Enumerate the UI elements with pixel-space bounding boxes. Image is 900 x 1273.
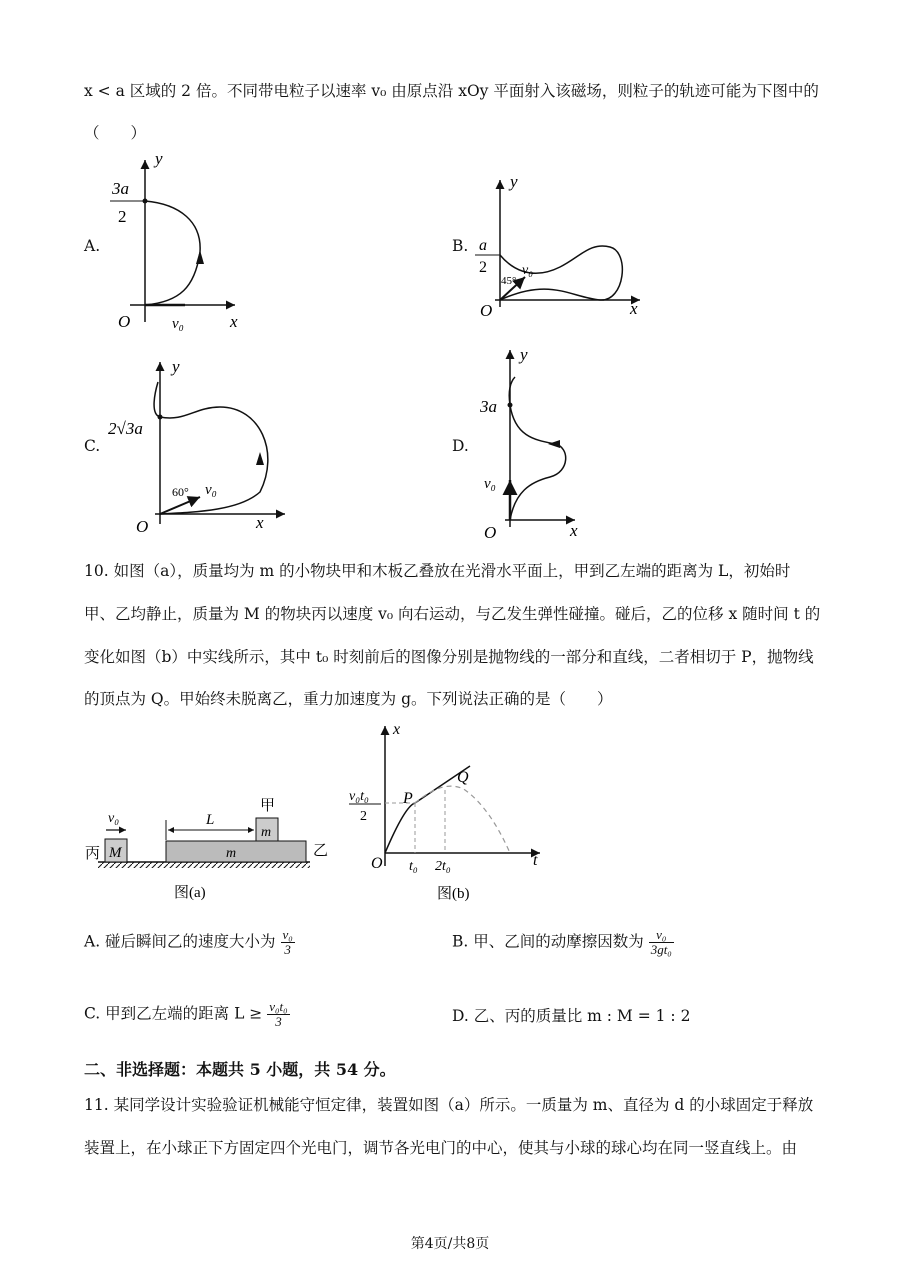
y-mark-numerator: v₀t₀ <box>349 789 369 804</box>
trajectory-arrow <box>196 250 204 264</box>
q10-text-line1: 10. 如图（a），质量均为 m 的小物块甲和木板乙叠放在光滑水平面上，甲到乙左端的距离为 L，初始时 <box>84 562 791 580</box>
q9-option-d-figure <box>470 342 600 542</box>
x-axis-label: x <box>570 521 578 540</box>
mark-denominator: 2 <box>118 207 127 226</box>
trajectory <box>500 246 622 300</box>
label-jia: 甲 <box>260 798 276 814</box>
q9-option-c-label: C. <box>84 437 101 455</box>
y-axis-label: y <box>172 357 180 376</box>
page-footer: 第4页/共8页 <box>410 1236 490 1252</box>
t-axis-label: t <box>533 852 538 869</box>
x-axis-label: x <box>393 721 401 738</box>
tick-t0: t₀ <box>409 859 418 874</box>
solid-parabola <box>385 803 415 853</box>
angle-label: 45° <box>501 275 517 287</box>
q10-option-d: D. 乙、丙的质量比 m : M = 1 : 2 <box>452 1007 691 1025</box>
q10-figure-a <box>78 780 338 905</box>
mark-denominator: 2 <box>479 259 487 276</box>
trajectory-arrow <box>256 452 264 465</box>
q10-figure-b <box>345 718 555 905</box>
mark-label: 3a <box>480 397 497 416</box>
y-mark-denominator: 2 <box>360 809 367 824</box>
q9-option-a-figure <box>100 152 260 337</box>
origin-label: O <box>480 301 493 320</box>
section-heading: 二、非选择题：本题共 5 小题，共 54 分。 <box>84 1060 396 1079</box>
mark-numerator: 3a <box>112 179 129 198</box>
y-axis-label: y <box>520 345 528 364</box>
y-axis-label: y <box>155 152 163 168</box>
label-P: P <box>403 790 413 807</box>
dashed-parabola <box>415 786 510 853</box>
frac-den: 3 <box>275 1014 282 1029</box>
mark-label: 2√3a <box>108 419 143 438</box>
q10-text-line2: 甲、乙均静止，质量为 M 的物块丙以速度 v₀ 向右运动，与乙发生弹性碰撞。碰后，乙的位移 x 随时间 t 的 <box>84 605 821 623</box>
q10-text-line4: 的顶点为 Q。甲始终未脱离乙，重力加速度为 g。下列说法正确的是（ ） <box>84 690 613 708</box>
frac-den: 3 <box>284 942 291 957</box>
figure-a-caption: 图(a) <box>174 885 206 901</box>
velocity-label: v₀ <box>172 316 184 332</box>
q10-text-line3: 变化如图（b）中实线所示，其中 t₀ 时刻前后的图像分别是抛物线的一部分和直线，二者相切于 P，抛物线 <box>84 648 814 666</box>
velocity-label: v₀ <box>484 476 496 492</box>
q10-option-c-fraction <box>267 1000 289 1029</box>
tick-2t0: 2t₀ <box>435 859 451 874</box>
q10-option-a <box>84 928 295 957</box>
origin-label: O <box>118 312 131 331</box>
q10-option-b-fraction <box>649 928 674 957</box>
q11-text-line2: 装置上，在小球正下方固定四个光电门，调节各光电门的中心，使其与小球的球心均在同一竖直线上。由 <box>84 1139 798 1157</box>
label-m-board: m <box>226 846 237 861</box>
q9-option-a-label: A. <box>84 237 101 255</box>
x-axis-label: x <box>630 299 638 318</box>
label-yi: 乙 <box>313 843 329 859</box>
frac-den: 3gt₀ <box>650 942 672 957</box>
q9-option-b-figure <box>470 172 650 322</box>
angle-label: 60° <box>172 485 189 499</box>
ground-hatch <box>98 862 310 868</box>
trajectory <box>509 377 565 520</box>
q9-option-b-label: B. <box>452 237 469 255</box>
label-bing: 丙 <box>85 846 101 862</box>
q10-option-b-text: B. 甲、乙间的动摩擦因数为 <box>452 932 644 951</box>
q9-text-line1: x < a 区域的 2 倍。不同带电粒子以速率 v₀ 由原点沿 xOy 平面射入该磁场，则粒子的轨迹可能为下图中的 <box>84 82 819 100</box>
trajectory-arrow <box>548 440 560 448</box>
origin-label: O <box>484 523 497 542</box>
x-axis-label: x <box>230 312 238 331</box>
origin-label: O <box>371 855 383 872</box>
velocity-label: v₀ <box>522 263 534 278</box>
velocity-label: v₀ <box>108 811 120 826</box>
q10-option-c <box>84 1000 290 1029</box>
label-Q: Q <box>457 769 469 786</box>
q10-option-c-text: C. 甲到乙左端的距离 L ≥ <box>84 1004 263 1023</box>
velocity-label: v₀ <box>205 482 217 498</box>
label-L: L <box>206 812 215 828</box>
frac-num: v₀t₀ <box>269 999 288 1014</box>
q11-text-line1: 11. 某同学设计实验验证机械能守恒定律，装置如图（a）所示。一质量为 m、直径为 d 的小球固定于释放 <box>84 1096 814 1114</box>
q9-answer-blank: （ ） <box>84 124 147 142</box>
frac-num: v₀ <box>282 927 293 942</box>
q10-option-a-fraction <box>281 928 295 957</box>
q9-option-c-figure <box>100 352 300 537</box>
origin-label: O <box>136 517 149 536</box>
y-axis-label: y <box>510 172 518 191</box>
x-axis-label: x <box>256 513 264 532</box>
frac-num: v₀ <box>649 928 674 943</box>
label-m-small: m <box>261 825 272 840</box>
q9-option-d-label: D. <box>452 437 469 455</box>
mark-numerator: a <box>479 237 487 254</box>
q10-option-b <box>452 928 674 957</box>
q10-option-a-text: A. 碰后瞬间乙的速度大小为 <box>84 932 276 951</box>
trajectory <box>145 201 200 305</box>
label-M: M <box>109 845 122 861</box>
figure-b-caption: 图(b) <box>437 886 470 902</box>
